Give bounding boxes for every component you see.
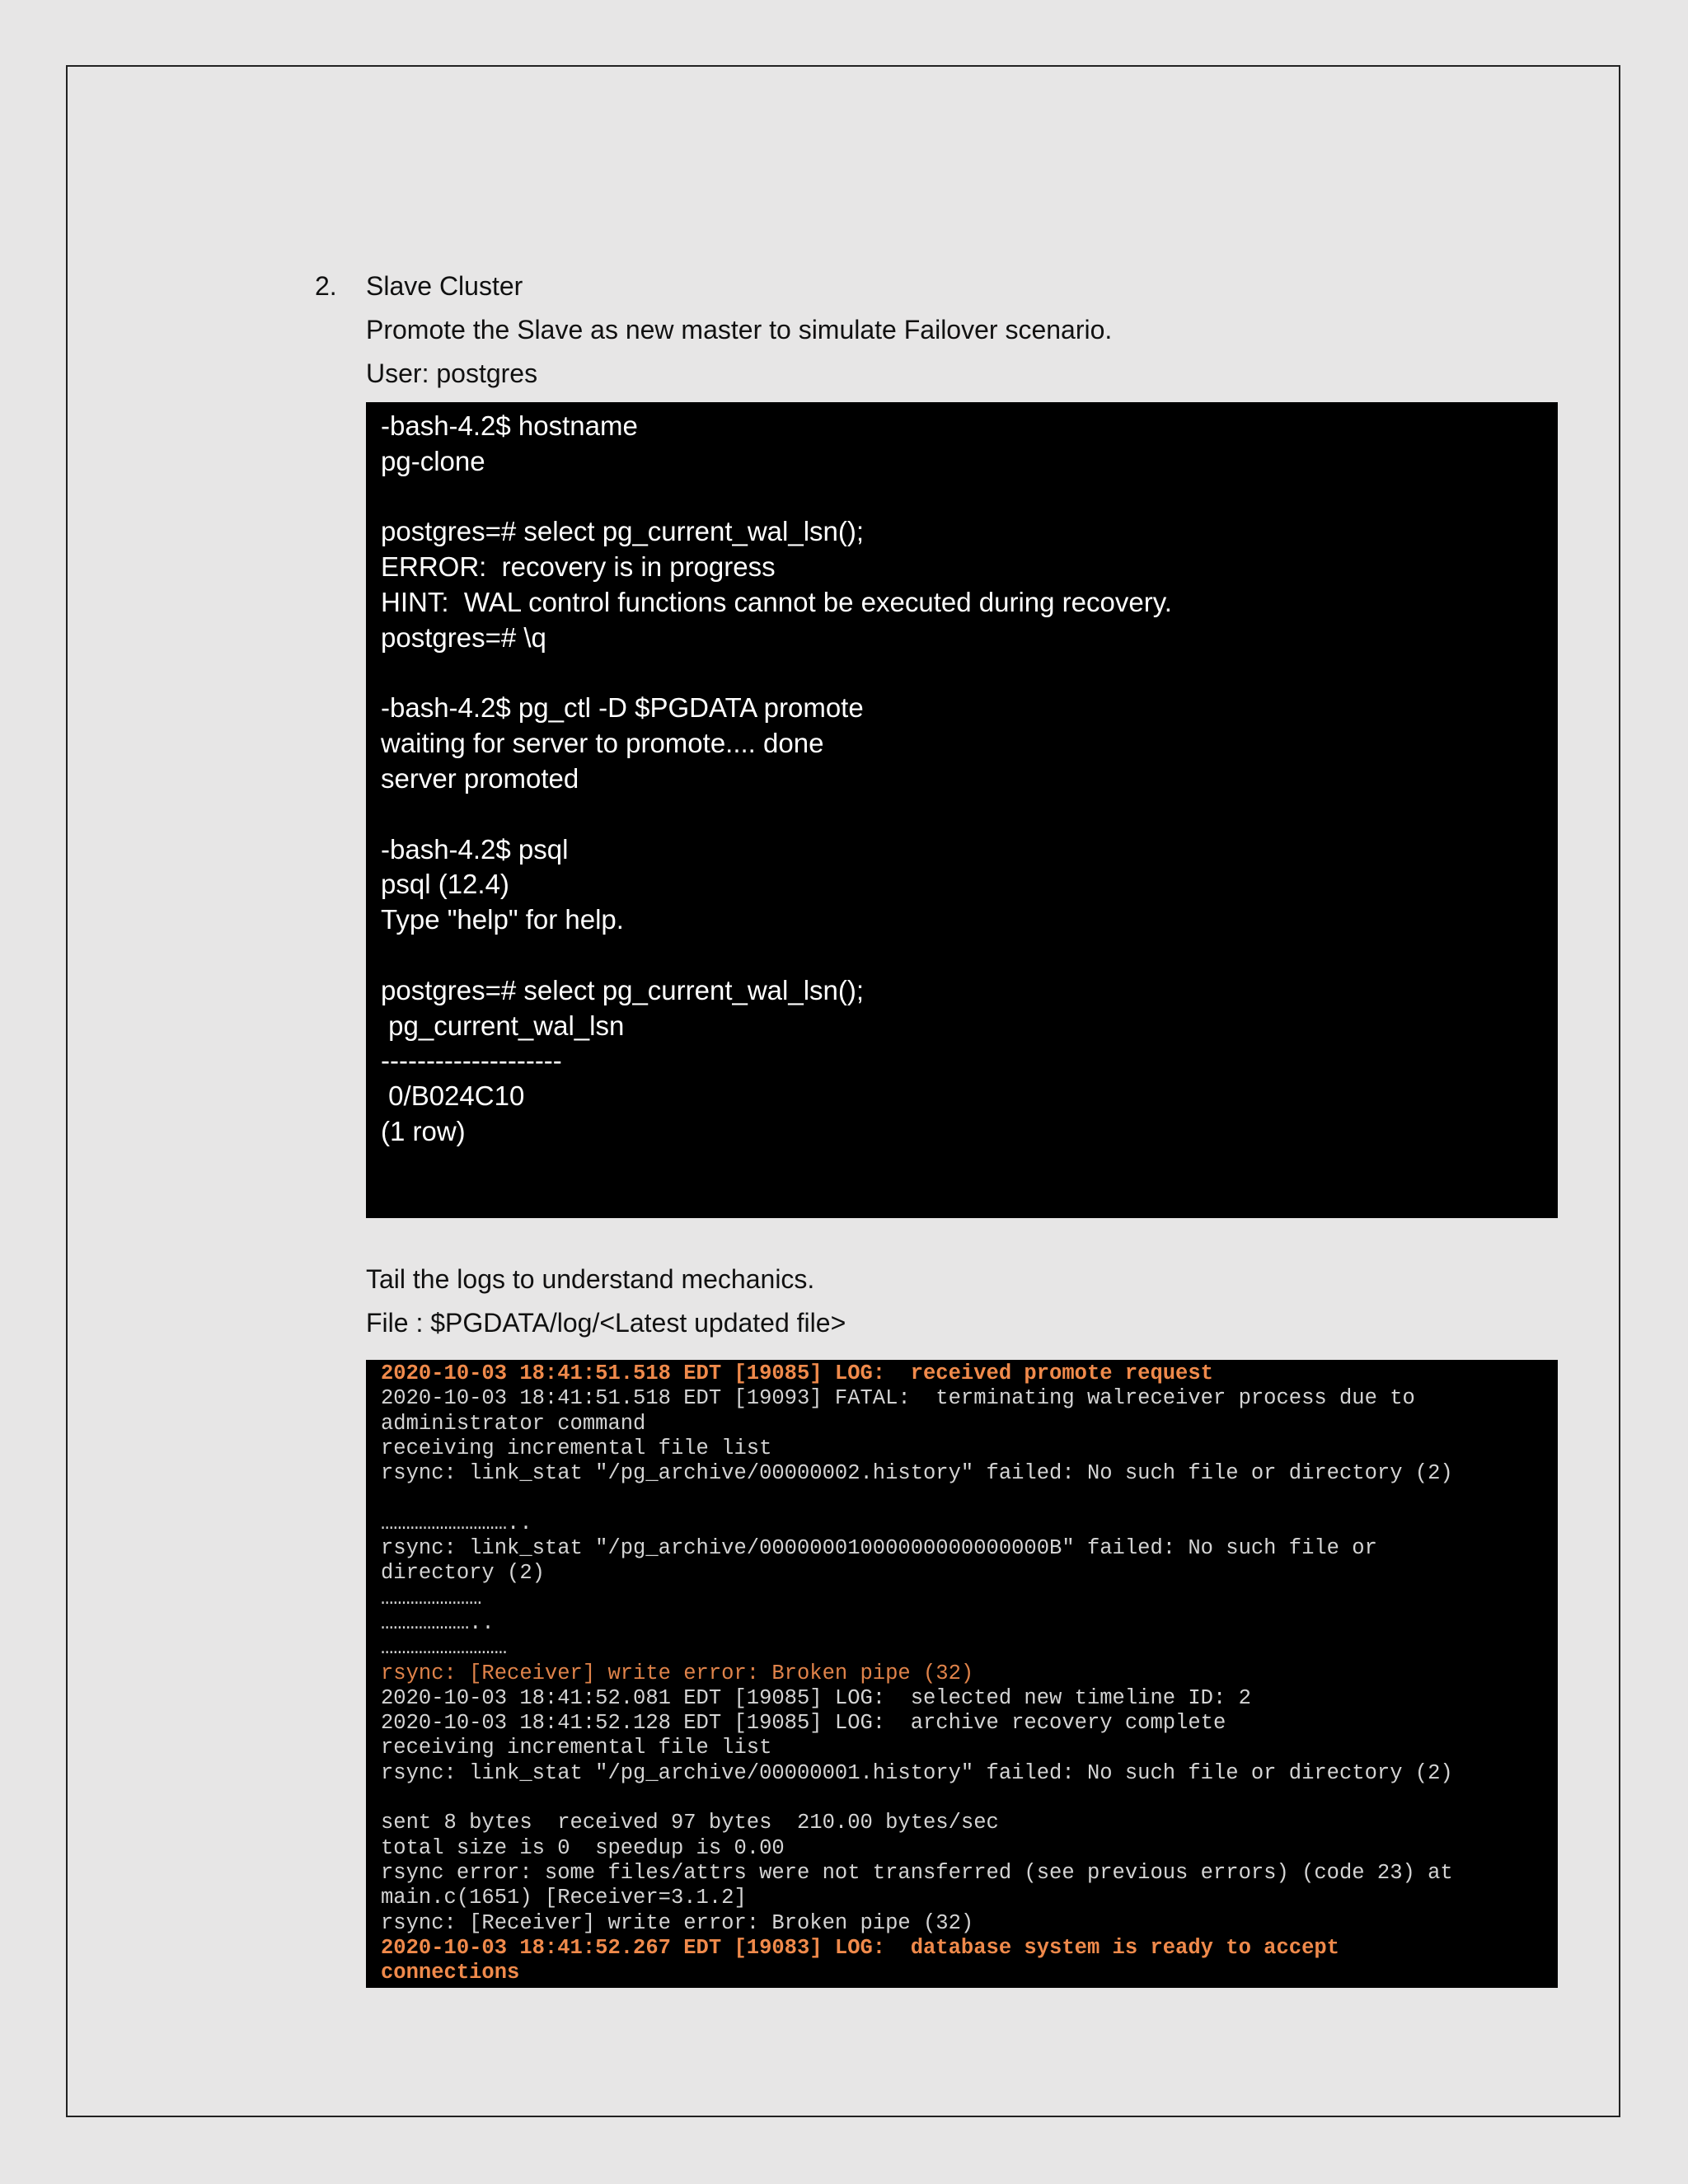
log-line: 2020-10-03 18:41:52.267 EDT [19083] LOG: database system is ready to accept <box>381 1935 1339 1960</box>
log-line: rsync error: some files/attrs were not transferred (see previous errors) (code 23) at <box>381 1860 1453 1885</box>
log-line: rsync: [Receiver] write error: Broken pipe (32) <box>381 1910 974 1935</box>
step-user-line: User: postgres <box>366 359 538 388</box>
terminal-line: HINT: WAL control functions cannot be executed during recovery. <box>381 586 1172 617</box>
log-line <box>381 1486 1543 1511</box>
log-line: 2020-10-03 18:41:51.518 EDT [19085] LOG: received promote request <box>381 1361 1213 1385</box>
log-line <box>381 1786 1543 1811</box>
terminal-line <box>381 797 1543 832</box>
terminal-line: psql (12.4) <box>381 869 509 900</box>
terminal-line: waiting for server to promote.... done <box>381 728 824 759</box>
log-line: …………………… <box>381 1586 482 1610</box>
log-line: 2020-10-03 18:41:52.128 EDT [19085] LOG: archive recovery complete <box>381 1711 1226 1736</box>
terminal-line <box>381 480 1543 515</box>
log-line: sent 8 bytes received 97 bytes 210.00 bytes/sec <box>381 1811 999 1835</box>
terminal-line: -bash-4.2$ psql <box>381 833 569 865</box>
terminal-line: postgres=# select pg_current_wal_lsn(); <box>381 516 865 547</box>
log-line: ………………………….. <box>381 1511 532 1535</box>
terminal-line: 0/B024C10 <box>381 1080 525 1112</box>
log-line: total size is 0 speedup is 0.00 <box>381 1835 785 1860</box>
log-line: rsync: link_stat "/pg_archive/00000001.history" failed: No such file or directory (2) <box>381 1760 1453 1785</box>
document-page <box>66 65 1620 2117</box>
log-line: receiving incremental file list <box>381 1736 772 1760</box>
log-line: receiving incremental file list <box>381 1436 772 1460</box>
terminal-line <box>381 938 1543 973</box>
log-line: 2020-10-03 18:41:52.081 EDT [19085] LOG: selected new timeline ID: 2 <box>381 1685 1251 1710</box>
terminal-line: pg_current_wal_lsn <box>381 1010 625 1041</box>
log-line: main.c(1651) [Receiver=3.1.2] <box>381 1886 747 1910</box>
terminal-line: -------------------- <box>381 1045 562 1076</box>
terminal-line: postgres=# \q <box>381 621 546 653</box>
log-line: rsync: link_stat "/pg_archive/00000002.history" failed: No such file or directory (2) <box>381 1461 1453 1486</box>
step-title: Slave Cluster <box>366 271 523 301</box>
log-line: rsync: [Receiver] write error: Broken pipe (32) <box>381 1661 974 1685</box>
terminal-line: server promoted <box>381 762 579 794</box>
log-line: connections <box>381 1961 520 1985</box>
log-line: 2020-10-03 18:41:51.518 EDT [19093] FATAL: terminating walreceiver process due to <box>381 1386 1415 1411</box>
logs-file-line: File : $PGDATA/log/<Latest updated file> <box>366 1308 846 1338</box>
logs-section <box>315 1258 1551 1345</box>
terminal-line: ERROR: recovery is in progress <box>381 551 776 583</box>
terminal-line: (1 row) <box>381 1115 466 1146</box>
logs-intro: Tail the logs to understand mechanics. <box>366 1264 815 1294</box>
log-line: ………………………… <box>381 1636 508 1661</box>
terminal-line: pg-clone <box>381 445 485 476</box>
terminal-line: -bash-4.2$ pg_ctl -D $PGDATA promote <box>381 692 864 724</box>
terminal-block <box>366 402 1558 1218</box>
step-number: 2. <box>315 271 337 301</box>
terminal-line: -bash-4.2$ hostname <box>381 410 638 441</box>
log-block <box>366 1360 1558 1988</box>
terminal-line: postgres=# select pg_current_wal_lsn(); <box>381 974 865 1005</box>
log-line: directory (2) <box>381 1561 545 1586</box>
step-description: Promote the Slave as new master to simulate Failover scenario. <box>366 315 1113 344</box>
log-line: administrator command <box>381 1411 646 1436</box>
document-content <box>315 265 1551 1988</box>
log-line: rsync: link_stat "/pg_archive/00000001000000000000000B" failed: No such file or <box>381 1536 1377 1561</box>
terminal-line <box>381 656 1543 691</box>
step-body <box>315 265 1551 396</box>
terminal-line: Type "help" for help. <box>381 904 624 935</box>
step-item <box>315 265 1551 396</box>
log-line: ………………….. <box>381 1610 495 1635</box>
